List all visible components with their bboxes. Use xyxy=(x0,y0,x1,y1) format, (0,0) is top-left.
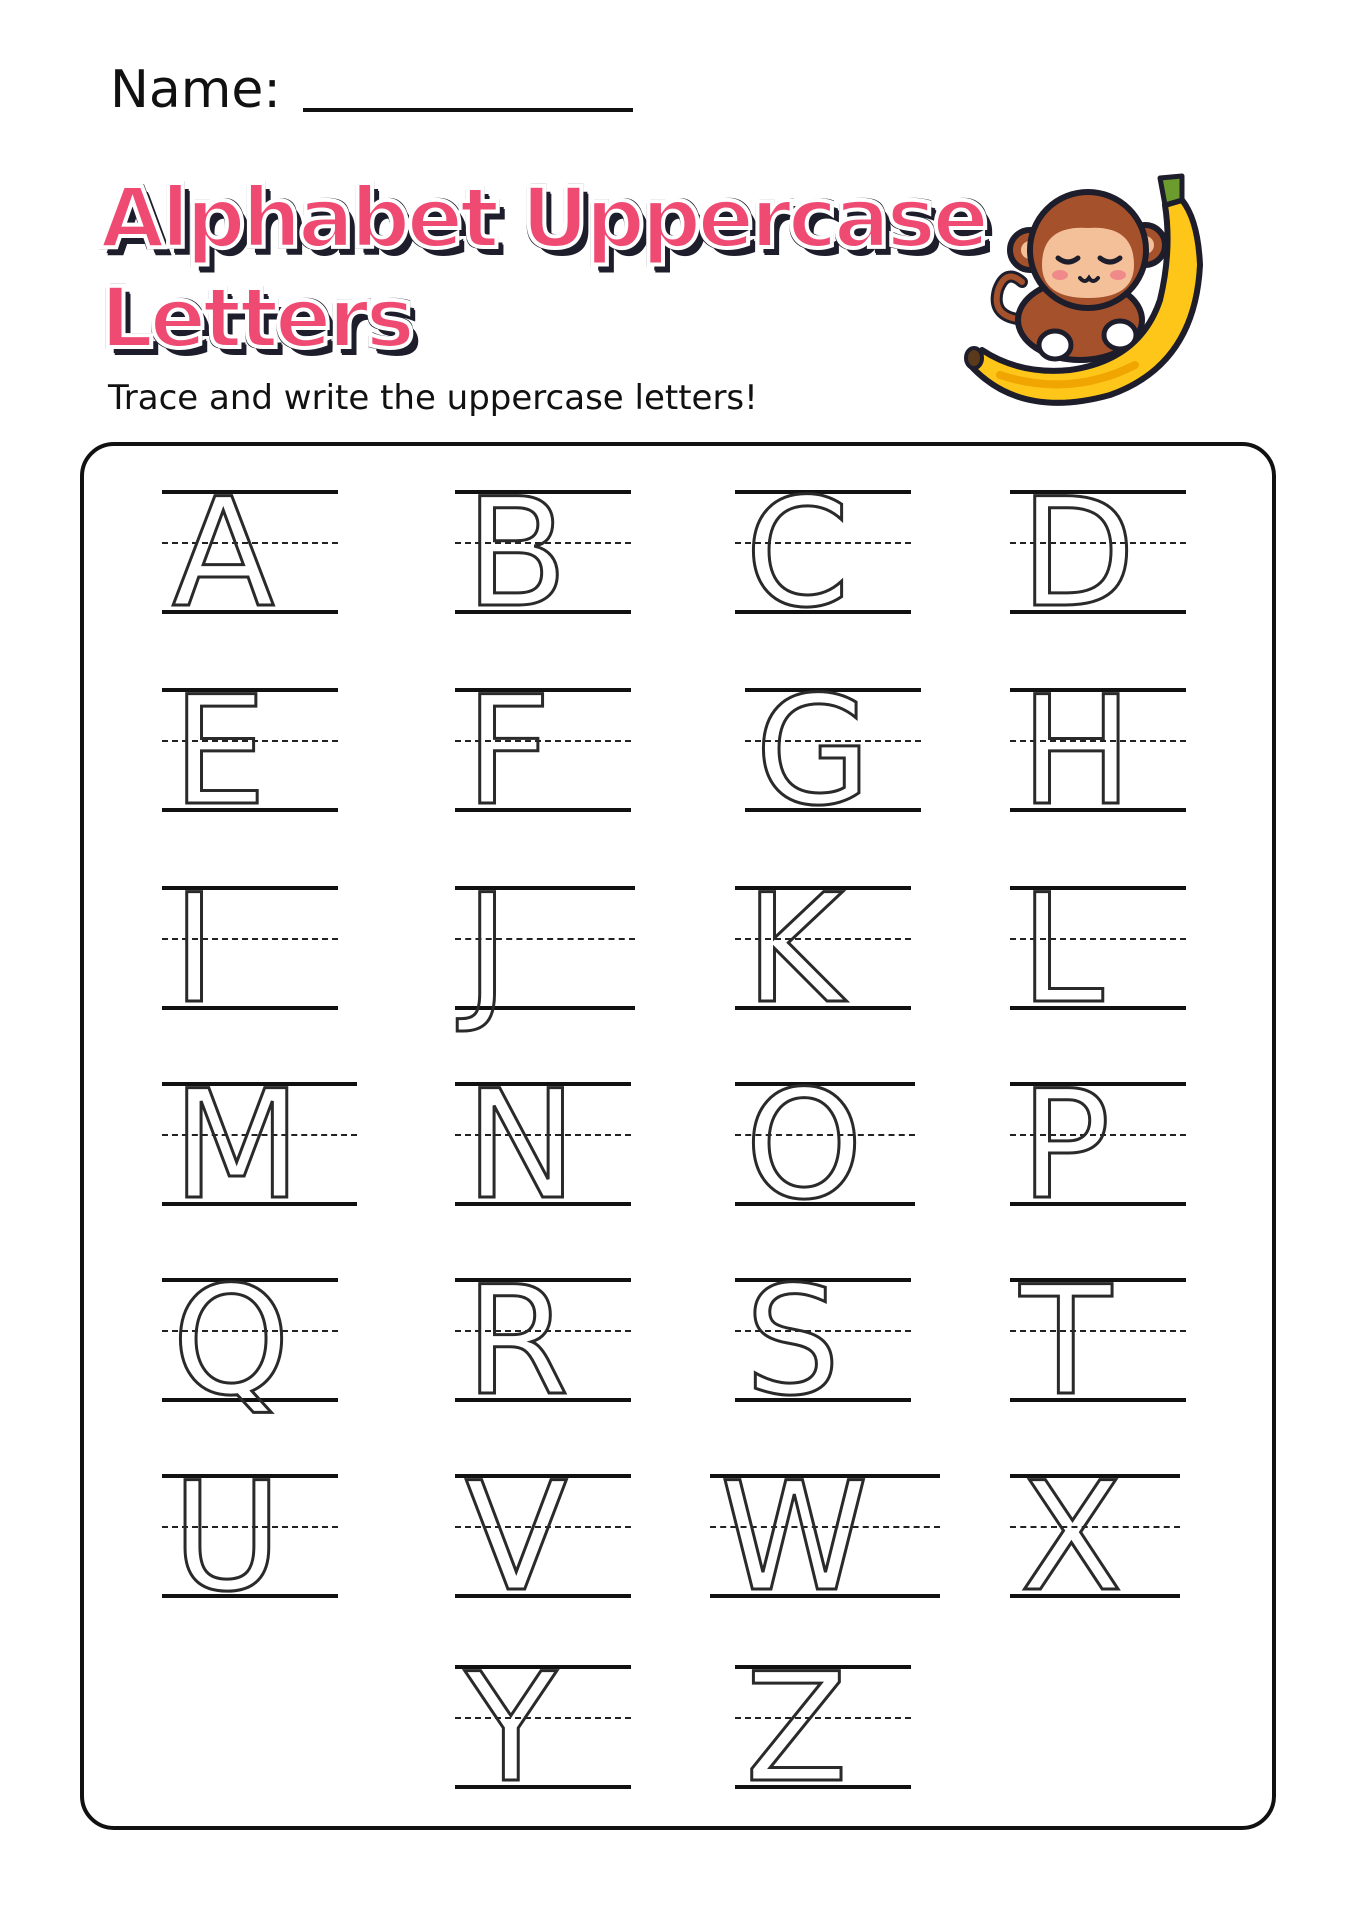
tracing-cell-y[interactable] xyxy=(455,1642,631,1816)
page-title-line-1: Alphabet Uppercase xyxy=(100,169,986,267)
dotted-letter: D xyxy=(1020,467,1136,641)
tracing-cell-i[interactable] xyxy=(162,863,338,1037)
dotted-letter: T xyxy=(1020,1255,1112,1429)
dotted-letter: R xyxy=(465,1255,570,1429)
dotted-letter: F xyxy=(465,665,552,839)
tracing-cell-l[interactable] xyxy=(1010,863,1186,1037)
tracing-cell-m[interactable] xyxy=(162,1059,357,1233)
dotted-letter: L xyxy=(1020,863,1104,1037)
tracing-cell-k[interactable] xyxy=(735,863,911,1037)
dotted-letter: K xyxy=(745,863,844,1037)
tracing-cell-n[interactable] xyxy=(455,1059,631,1233)
dotted-letter: O xyxy=(745,1059,864,1233)
name-label: Name: xyxy=(110,60,281,120)
dotted-letter: H xyxy=(1020,665,1133,839)
dotted-letter: G xyxy=(755,665,872,839)
tracing-cell-q[interactable] xyxy=(162,1255,338,1429)
tracing-cell-g[interactable] xyxy=(745,665,921,839)
dotted-letter: A xyxy=(172,467,275,641)
tracing-cell-p[interactable] xyxy=(1010,1059,1186,1233)
tracing-cell-o[interactable] xyxy=(735,1059,915,1233)
tracing-cell-z[interactable] xyxy=(735,1642,911,1816)
tracing-cell-t[interactable] xyxy=(1010,1255,1186,1429)
dotted-letter: J xyxy=(465,863,510,1037)
dotted-letter: Z xyxy=(745,1642,848,1816)
dotted-letter: X xyxy=(1020,1451,1123,1625)
dotted-letter: Q xyxy=(172,1255,291,1429)
tracing-cell-j[interactable] xyxy=(455,863,635,1037)
tracing-cell-c[interactable] xyxy=(735,467,911,641)
tracing-cell-x[interactable] xyxy=(1010,1451,1180,1625)
dotted-letter: U xyxy=(172,1451,282,1625)
name-row xyxy=(110,60,633,120)
dotted-letter: N xyxy=(465,1059,578,1233)
tracing-cell-a[interactable] xyxy=(162,467,338,641)
tracing-cell-v[interactable] xyxy=(455,1451,631,1625)
dotted-letter: V xyxy=(465,1451,568,1625)
tracing-cell-s[interactable] xyxy=(735,1255,911,1429)
tracing-cell-u[interactable] xyxy=(162,1451,338,1625)
dotted-letter: C xyxy=(745,467,850,641)
tracing-cell-h[interactable] xyxy=(1010,665,1186,839)
dotted-letter: W xyxy=(720,1451,869,1625)
sleeping-monkey-on-banana-icon xyxy=(960,170,1220,420)
dotted-letter: E xyxy=(172,665,267,839)
page-title xyxy=(100,168,1000,368)
dotted-letter: M xyxy=(172,1059,302,1233)
subtitle: Trace and write the uppercase letters! xyxy=(108,378,758,418)
name-blank-line[interactable] xyxy=(303,108,633,112)
tracing-cell-r[interactable] xyxy=(455,1255,631,1429)
dotted-letter: P xyxy=(1020,1059,1111,1233)
dotted-letter: I xyxy=(172,863,217,1037)
dotted-letter: Y xyxy=(465,1642,557,1816)
tracing-cell-e[interactable] xyxy=(162,665,338,839)
tracing-cell-f[interactable] xyxy=(455,665,631,839)
tracing-cell-w[interactable] xyxy=(710,1451,940,1625)
dotted-letter: B xyxy=(465,467,568,641)
dotted-letter: S xyxy=(745,1255,841,1429)
tracing-cell-d[interactable] xyxy=(1010,467,1186,641)
tracing-cell-b[interactable] xyxy=(455,467,631,641)
page-title-line-2: Letters xyxy=(100,269,412,367)
